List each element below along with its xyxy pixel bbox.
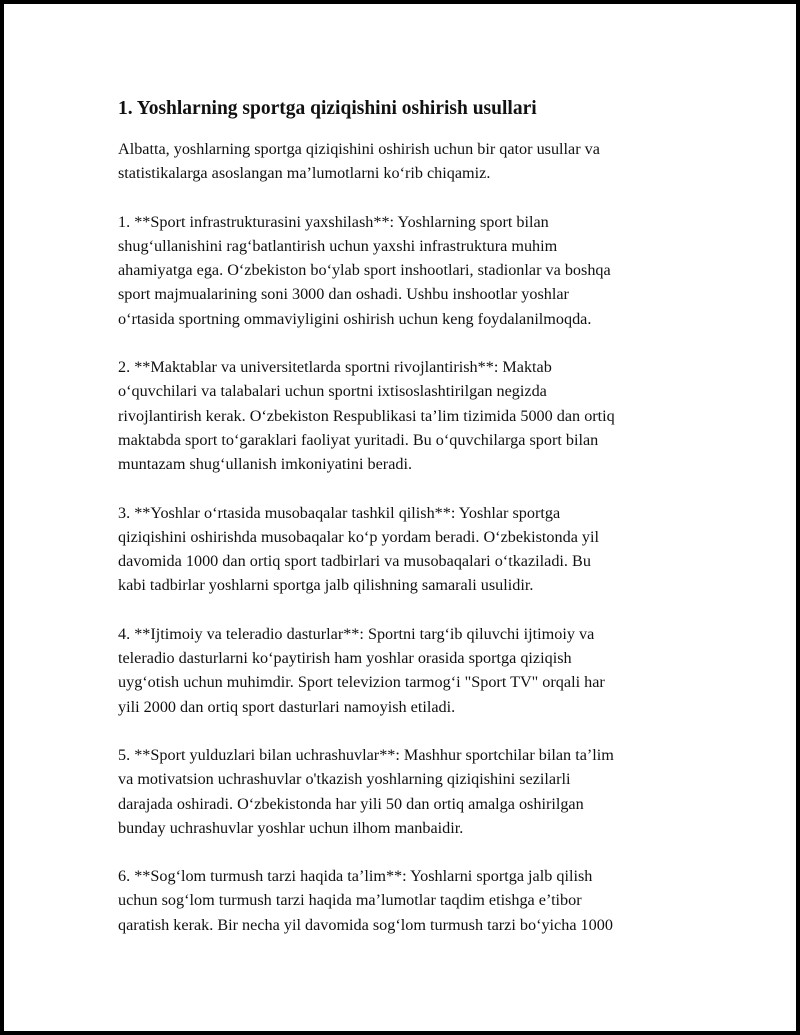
item-1-paragraph [118,210,708,331]
paragraph-line: kabi tadbirlar yoshlarni sportga jalb qilishning samarali usulidir. [118,576,534,595]
paragraph-line: maktabda sport to‘garaklari faoliyat yuritadi. Bu o‘quvchilarga sport bilan [118,430,599,449]
item-5-paragraph [118,743,708,840]
paragraph-line: bunday uchrashuvlar yoshlar uchun ilhom manbaidir. [118,818,464,837]
paragraph-line: statistikalarga asoslangan ma’lumotlarni ko‘rib chiqamiz. [118,164,491,183]
paragraph-line: qaratish kerak. Bir necha yil davomida sog‘lom turmush tarzi bo‘yicha 1000 [118,915,613,934]
paragraph-line: Albatta, yoshlarning sportga qiziqishini oshirish uchun bir qator usullar va [118,140,600,158]
paragraph-line: 5. **Sport yulduzlari bilan uchrashuvlar**: Mashhur sportchilar bilan ta’lim [118,745,614,764]
paragraph-line: 2. **Maktablar va universitetlarda sportni rivojlantirish**: Maktab [118,358,552,377]
paragraph-line: 6. **Sog‘lom turmush tarzi haqida ta’lim**: Yoshlarni sportga jalb qilish [118,867,593,886]
paragraph-line: muntazam shug‘ullanish imkoniyatini beradi. [118,455,413,474]
paragraph-line: 4. **Ijtimoiy va teleradio dasturlar**: Sportni targ‘ib qiluvchi ijtimoiy va [118,624,595,643]
paragraph-line: sport majmualarining soni 3000 dan oshadi. Ushbu inshootlar yoshlar [118,285,569,304]
paragraph-line: ahamiyatga ega. O‘zbekiston bo‘ylab sport inshootlari, stadionlar va boshqa [118,261,611,280]
paragraph-line: o‘quvchilari va talabalari uchun sportni ixtisoslashtirilgan negizda [118,382,547,401]
paragraph-line: davomida 1000 dan ortiq sport tadbirlari va musobaqalari o‘tkaziladi. Bu [118,552,591,571]
item-4-paragraph [118,622,708,719]
item-3-paragraph [118,501,708,598]
paragraph-line: teleradio dasturlarni ko‘paytirish ham yoshlar orasida sportga qiziqish [118,649,572,668]
item-6-paragraph [118,864,708,937]
paragraph-line: va motivatsion uchrashuvlar o'tkazish yoshlarning qiziqishini sezilarli [118,770,571,789]
paragraph-line: yili 2000 dan ortiq sport dasturlari namoyish etiladi. [118,697,456,716]
document-body [118,94,708,961]
paragraph-line: rivojlantirish kerak. O‘zbekiston Respublikasi ta’lim tizimida 5000 dan ortiq [118,406,615,425]
section-heading: 1. Yoshlarning sportga qiziqishini oshirish usullari [118,98,537,119]
paragraph-line: 3. **Yoshlar o‘rtasida musobaqalar tashkil qilish**: Yoshlar sportga [118,503,561,522]
paragraph-list [118,137,708,937]
paragraph-line: 1. **Sport infrastrukturasini yaxshilash**: Yoshlarning sport bilan [118,212,549,231]
intro-paragraph [118,137,708,186]
paragraph-line: shug‘ullanishini rag‘batlantirish uchun yaxshi infrastruktura muhim [118,236,558,255]
paragraph-line: uchun sog‘lom turmush tarzi haqida ma’lumotlar taqdim etishga e’tibor [118,891,582,910]
item-2-paragraph [118,355,708,476]
paragraph-line: o‘rtasida sportning ommaviyligini oshirish uchun keng foydalanilmoqda. [118,309,592,328]
paragraph-line: darajada oshiradi. O‘zbekistonda har yili 50 dan ortiq amalga oshirilgan [118,794,584,813]
paragraph-line: uyg‘otish uchun muhimdir. Sport televizion tarmog‘i "Sport TV" orqali har [118,673,605,692]
paragraph-line: qiziqishini oshirishda musobaqalar ko‘p yordam beradi. O‘zbekistonda yil [118,527,600,546]
